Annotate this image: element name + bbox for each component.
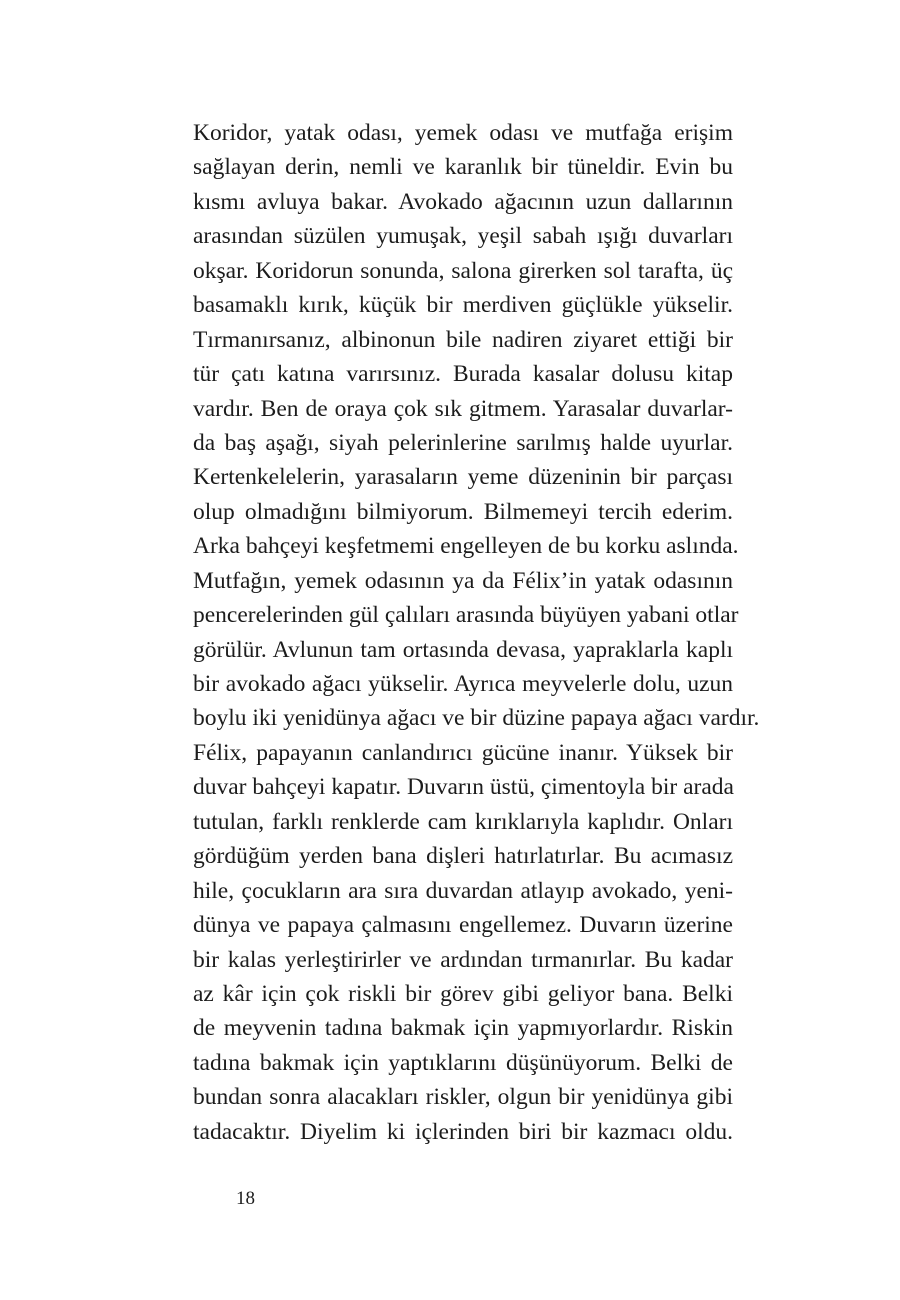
text-line: tadacaktır. Diyelim ki içlerinden biri bir kazmacı oldu. [193,1118,733,1145]
text-line: Félix, papayanın canlandırıcı gücüne inanır. Yüksek bir [193,739,733,766]
text-line: pencerelerinden gül çalıları arasında büyüyen yabani otlar [193,602,739,629]
text-line: bundan sonra alacakları riskler, olgun bir yenidünya gibi [193,1084,733,1111]
text-line: olup olmadığını bilmiyorum. Bilmemeyi tercih ederim. [193,498,733,525]
text-line: Kertenkelelerin, yarasaların yeme düzeninin bir parçası [193,464,733,491]
text-line: bir kalas yerleştirirler ve ardından tırmanırlar. Bu kadar [193,946,733,973]
text-line: da baş aşağı, siyah pelerinlerine sarılmış halde uyurlar. [193,429,733,456]
text-line: tür çatı katına varırsınız. Burada kasalar dolusu kitap [193,361,733,388]
page-number: 18 [236,1188,255,1209]
text-line: az kâr için çok riskli bir görev gibi geliyor bana. Belki [193,980,733,1007]
text-line: basamaklı kırık, küçük bir merdiven güçlükle yükselir. [193,292,733,319]
text-line: okşar. Koridorun sonunda, salona girerken sol tarafta, üç [193,257,733,284]
text-line: bir avokado ağacı yükselir. Ayrıca meyvelerle dolu, uzun [193,671,733,697]
text-line: gördüğüm yerden bana dişleri hatırlatırlar. Bu acımasız [193,843,733,870]
text-line: Koridor, yatak odası, yemek odası ve mutfağa erişim [193,120,733,146]
text-line: tutulan, farklı renklerde cam kırıklarıyla kaplıdır. Onları [193,808,733,835]
text-line: sağlayan derin, nemli ve karanlık bir tüneldir. Evin bu [193,154,733,181]
text-line: de meyvenin tadına bakmak için yapmıyorlardır. Riskin [193,1015,733,1042]
text-line: Tırmanırsanız, albinonun bile nadiren ziyaret ettiği bir [193,326,733,353]
text-line: kısmı avluya bakar. Avokado ağacının uzun dallarının [193,188,733,215]
text-line: arasından süzülen yumuşak, yeşil sabah ışığı duvarları [193,223,733,250]
text-line: hile, çocukların ara sıra duvardan atlayıp avokado, yeni- [193,877,733,904]
text-line: Arka bahçeyi keşfetmemi engelleyen de bu korku aslında. [193,533,739,560]
text-line: Mutfağın, yemek odasının ya da Félix’in yatak odasının [193,567,733,594]
text-line: tadına bakmak için yaptıklarını düşünüyorum. Belki de [193,1049,733,1076]
text-line: görülür. Avlunun tam ortasında devasa, yapraklarla kaplı [193,636,733,663]
text-line: duvar bahçeyi kapatır. Duvarın üstü, çimentoyla bir arada [193,774,734,801]
text-line: vardır. Ben de oraya çok sık gitmem. Yarasalar duvarlar- [193,395,733,422]
body-text [193,113,760,1146]
text-line: boylu iki yenidünya ağacı ve bir düzine papaya ağacı vardır. [193,705,760,732]
text-line: dünya ve papaya çalmasını engellemez. Duvarın üzerine [193,912,733,939]
